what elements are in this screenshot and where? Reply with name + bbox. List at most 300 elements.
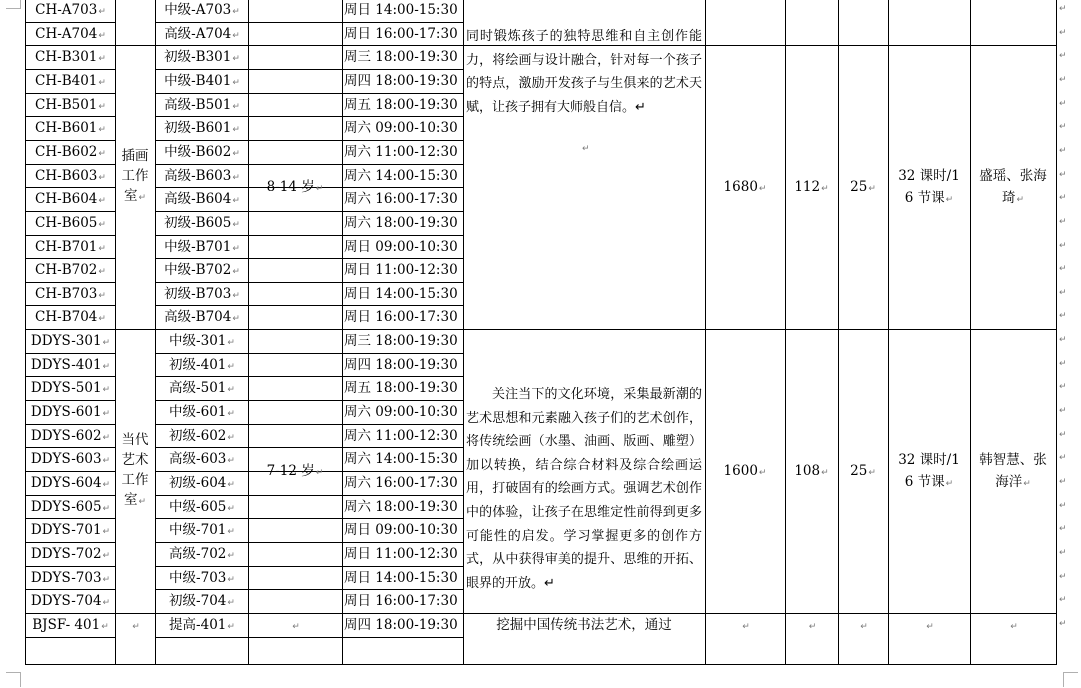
row-end-mark: ↵: [1059, 4, 1067, 14]
b-row-level: [156, 283, 248, 306]
bjsf-studio: [116, 614, 155, 637]
cell-end-mark: ↵: [98, 148, 106, 159]
cell-end-mark: ↵: [926, 621, 934, 632]
d-row-time: [344, 377, 463, 400]
d-row-code: [26, 590, 115, 613]
bjsf-empty-cell: [889, 614, 970, 637]
b-row-time-text: 周日 09:00-10:30: [344, 238, 458, 255]
cell-end-mark: ↵: [227, 574, 235, 585]
b-row-level: [156, 236, 248, 259]
b-row-time-text: 周六 11:00-12:30: [344, 143, 458, 160]
top-row-level-text: 高级-A704: [164, 25, 232, 42]
bjsf-level: [156, 614, 248, 637]
b-row-code: [26, 94, 115, 117]
col-line-3: [248, 0, 249, 665]
cell-end-mark: ↵: [227, 338, 235, 349]
d-row-time: [344, 354, 463, 377]
b-row-code: [26, 117, 115, 140]
b-row-time: [344, 236, 463, 259]
b-row-level: [156, 259, 248, 282]
d-row-level: [156, 401, 248, 424]
b-row-time: [344, 306, 463, 329]
bjsf-time-text: 周四 18:00-19:30: [344, 616, 458, 633]
d-row-time: [344, 519, 463, 542]
b-row-time-text: 周五 18:00-19:30: [344, 96, 458, 113]
d-group-hours-text: 32 课时/16 节课: [898, 452, 960, 490]
cell-end-mark: ↵: [227, 456, 235, 467]
cell-end-mark: ↵: [98, 7, 106, 17]
row-end-mark: ↵: [1059, 382, 1067, 393]
row-end-mark: ↵: [1059, 240, 1067, 251]
col-line-9: [888, 0, 889, 665]
b-group-teachers-text: 盛瑶、张海琦: [979, 168, 1047, 207]
d-row-time-text: 周六 18:00-19:30: [344, 498, 458, 515]
cell-end-mark: ↵: [232, 267, 240, 278]
b-row-level-text: 初级-B301: [164, 49, 232, 66]
b-group-students-text: 25: [850, 179, 868, 196]
cell-end-mark: ↵: [232, 77, 240, 88]
cell-end-mark: ↵: [232, 243, 240, 254]
cell-end-mark: ↵: [758, 184, 767, 195]
b-row-time-text: 周六 09:00-10:30: [344, 120, 458, 137]
d-group-teachers-text: 韩智慧、张海洋: [979, 452, 1047, 490]
cell-end-mark: ↵: [98, 125, 106, 136]
d-group-hours: [896, 449, 962, 493]
d-row-time-text: 周六 16:00-17:30: [344, 475, 458, 491]
row-end-mark: ↵: [1059, 193, 1067, 204]
bjsf-age: [249, 614, 342, 637]
b-group-age-text: 8-14 岁: [266, 179, 315, 196]
cell-end-mark: ↵: [232, 172, 240, 183]
d-row-level-text: 初级-604: [169, 475, 227, 491]
b-row-code: [26, 283, 115, 306]
cell-end-mark: ↵: [98, 54, 106, 65]
b-row-level-text: 初级-B605: [164, 214, 232, 231]
row-end-mark: ↵: [1059, 145, 1067, 156]
row-end-mark: ↵: [1059, 74, 1067, 85]
cell-end-mark: ↵: [232, 125, 240, 136]
d-row-code-text: DDYS-703: [30, 569, 102, 586]
b-row-code-text: CH-B602: [35, 143, 98, 160]
b-row-time: [344, 212, 463, 235]
d-group-studio: [119, 430, 151, 512]
b-row-level: [156, 117, 248, 140]
cell-end-mark: ↵: [292, 621, 300, 632]
d-row-level: [156, 496, 248, 519]
d-row-time-text: 周六 09:00-10:30: [344, 404, 458, 421]
top-row-time-text: 周日 14:00-15:30: [344, 2, 458, 18]
b-row-time: [344, 141, 463, 164]
bjsf-description-text: 挖掘中国传统书法艺术，通过: [496, 616, 672, 633]
row-end-mark: ↵: [1059, 287, 1067, 298]
b-row-time-text: 周六 18:00-19:30: [344, 214, 458, 231]
top-row-code-text: CH-A703: [35, 2, 98, 18]
d-group-per-class-text: 108: [794, 463, 821, 479]
d-row-time-text: 周日 11:00-12:30: [344, 545, 458, 562]
cell-end-mark: ↵: [98, 101, 106, 112]
b-row-time: [344, 46, 463, 69]
b-group-studio: [119, 146, 151, 228]
d-row-level-text: 初级-401: [169, 356, 227, 373]
paragraph-end-mark: ↵: [544, 575, 555, 591]
cell-end-mark: ↵: [868, 468, 876, 478]
cell-end-mark: ↵: [808, 621, 817, 632]
cell-end-mark: ↵: [232, 7, 240, 17]
cell-end-mark: ↵: [98, 172, 106, 183]
b-row-code-text: CH-B301: [35, 49, 98, 66]
b-row-code-text: CH-B704: [35, 309, 98, 326]
b-row-level-text: 中级-B401: [164, 72, 232, 89]
b-row-time-text: 周日 11:00-12:30: [344, 262, 458, 279]
b-row-code-text: CH-B701: [35, 238, 98, 255]
row-end-mark: ↵: [1059, 51, 1067, 62]
cell-end-mark: ↵: [232, 290, 240, 301]
cell-end-mark: ↵: [102, 503, 111, 514]
cell-end-mark: ↵: [232, 30, 240, 41]
b-row-level-text: 高级-B604: [164, 191, 232, 208]
d-row-time-text: 周日 16:00-17:30: [344, 593, 458, 610]
b-group-hours-text: 32 课时/16 节课: [898, 168, 960, 207]
cell-end-mark: ↵: [138, 193, 147, 204]
d-row-level-text: 中级-605: [169, 498, 227, 515]
row-line-time: [155, 637, 464, 638]
b-row-level-text: 初级-B601: [164, 120, 232, 137]
row-end-mark: ↵: [1059, 216, 1067, 227]
cell-end-mark: ↵: [102, 456, 111, 467]
b-row-level: [156, 306, 248, 329]
b-row-time-text: 周六 16:00-17:30: [344, 191, 458, 208]
cell-end-mark: ↵: [101, 621, 109, 632]
cell-end-mark: ↵: [232, 148, 240, 159]
cell-end-mark: ↵: [102, 574, 111, 585]
b-row-time-text: 周六 14:00-15:30: [344, 167, 458, 184]
b-row-time-text: 周四 18:00-19:30: [344, 72, 458, 89]
b-row-code-text: CH-B605: [35, 214, 98, 231]
d-row-code: [26, 496, 115, 519]
row-end-mark: ↵: [1059, 406, 1067, 417]
b-row-time: [344, 117, 463, 140]
cell-end-mark: ↵: [945, 479, 954, 489]
b-group-students: [838, 175, 888, 199]
cell-end-mark: ↵: [232, 54, 240, 65]
row-end-mark: ↵: [1059, 122, 1067, 133]
col-line-8: [838, 0, 839, 665]
d-row-level: [156, 519, 248, 542]
description-contemporary-text: 关注当下的文化环境，采集最新潮的艺术思想和元素融入孩子们的艺术创作，将传统绘画（水墨、油画、版画、雕塑）加以转换，结合综合材料及综合绘画运用，打破固有的绘画方式。强调艺术创作中的体验，让孩子在思维定性前得到更多可能性的启发。学习掌握更多的创作方式，从中获得审美的提升、思维的开拓、眼界的开放。: [466, 387, 702, 591]
d-group-price: [705, 459, 785, 483]
description-illustration: [466, 25, 702, 119]
row-end-mark: ↵: [1059, 571, 1067, 582]
cell-end-mark: ↵: [758, 468, 767, 478]
b-row-code: [26, 236, 115, 259]
cell-end-mark: ↵: [232, 196, 240, 207]
row-end-mark: ↵: [1059, 264, 1067, 275]
b-row-level-text: 中级-B701: [164, 238, 232, 255]
b-row-time: [344, 259, 463, 282]
d-row-code-text: DDYS-605: [30, 498, 102, 515]
b-group-per-class: [785, 175, 838, 199]
b-row-code: [26, 259, 115, 282]
paragraph-end-mark: ↵: [635, 99, 646, 115]
cell-end-mark: ↵: [227, 598, 235, 609]
cell-end-mark: ↵: [315, 184, 324, 195]
d-row-time: [344, 472, 463, 495]
cell-end-mark: ↵: [98, 267, 106, 278]
d-row-level-text: 中级-701: [169, 522, 227, 539]
b-group-studio-text: 插画工作室: [121, 148, 149, 205]
b-row-code: [26, 188, 115, 211]
row-end-mark: ↵: [1059, 618, 1067, 629]
d-row-time-text: 周六 14:00-15:30: [344, 451, 458, 468]
d-row-code: [26, 543, 115, 566]
col-line-1: [115, 0, 116, 665]
b-row-level: [156, 46, 248, 69]
d-row-time: [344, 330, 463, 353]
bjsf-empty-cell: [786, 614, 838, 637]
top-row-level: [156, 23, 248, 46]
cell-end-mark: ↵: [102, 409, 111, 420]
d-row-code: [26, 472, 115, 495]
b-row-code-text: CH-B604: [35, 191, 98, 208]
d-row-code: [26, 354, 115, 377]
paragraph-mark: ↵: [582, 144, 590, 154]
d-group-teachers: [973, 449, 1053, 493]
b-row-code-text: CH-B401: [35, 72, 98, 89]
cell-end-mark: ↵: [98, 314, 106, 325]
d-row-code: [26, 448, 115, 471]
d-row-level: [156, 472, 248, 495]
cell-end-mark: ↵: [98, 290, 106, 301]
d-row-code-text: DDYS-602: [30, 427, 102, 444]
b-row-level-text: 初级-B703: [164, 285, 232, 302]
b-row-level-text: 高级-B704: [164, 309, 232, 326]
d-row-code-text: DDYS-702: [30, 545, 102, 562]
d-row-code-text: DDYS-704: [30, 593, 102, 610]
top-row-code: [26, 23, 115, 46]
row-end-mark: ↵: [1059, 98, 1067, 109]
bjsf-code: [26, 614, 115, 637]
d-row-level: [156, 590, 248, 613]
crop-mark-top-left: [6, 0, 21, 9]
d-row-level: [156, 567, 248, 590]
d-row-code-text: DDYS-601: [30, 404, 102, 421]
cell-end-mark: ↵: [98, 219, 106, 230]
cell-end-mark: ↵: [227, 385, 235, 396]
cell-end-mark: ↵: [860, 621, 868, 632]
b-group-hours: [896, 165, 962, 209]
b-row-code-text: CH-B601: [35, 120, 98, 137]
cell-end-mark: ↵: [868, 184, 876, 195]
row-end-mark: ↵: [1059, 524, 1067, 535]
cell-end-mark: ↵: [102, 385, 111, 396]
d-row-code: [26, 401, 115, 424]
top-row-code-text: CH-A704: [35, 25, 98, 42]
cell-end-mark: ↵: [98, 196, 106, 207]
description-illustration-text: 同时锻炼孩子的独特思维和自主创作能力，将绘画与设计融合，针对每一个孩子的特点，激励开发孩子与生俱来的艺术天赋，让孩子拥有大师般自信。: [466, 29, 702, 115]
cell-end-mark: ↵: [821, 468, 829, 478]
d-row-time: [344, 567, 463, 590]
b-row-time: [344, 283, 463, 306]
cell-end-mark: ↵: [227, 621, 235, 632]
top-row-level-text: 中级-A703: [164, 2, 232, 18]
cell-end-mark: ↵: [102, 550, 111, 561]
cell-end-mark: ↵: [98, 77, 106, 88]
row-end-mark: ↵: [1059, 311, 1067, 322]
top-row-time: [344, 23, 463, 46]
d-row-time: [344, 590, 463, 613]
cell-end-mark: ↵: [132, 621, 140, 632]
b-row-level: [156, 141, 248, 164]
d-row-level: [156, 425, 248, 448]
bjsf-time: [344, 614, 463, 637]
d-group-students: [838, 459, 888, 483]
col-line-6: [705, 0, 706, 665]
table-bottom-line: [25, 664, 1057, 665]
cell-end-mark: ↵: [315, 468, 324, 478]
b-row-level-text: 中级-B702: [164, 262, 232, 279]
cell-end-mark: ↵: [742, 621, 750, 632]
d-row-level-text: 中级-703: [169, 569, 227, 586]
d-row-level-text: 中级-601: [169, 404, 227, 421]
d-group-age: [248, 459, 342, 483]
d-row-code: [26, 377, 115, 400]
cell-end-mark: ↵: [821, 184, 829, 195]
row-end-mark: ↵: [1059, 547, 1067, 558]
bjsf-level-text: 提高-401: [169, 616, 227, 633]
b-group-age: [248, 175, 342, 199]
b-row-level-text: 高级-B501: [164, 96, 232, 113]
d-row-time-text: 周日 14:00-15:30: [344, 569, 458, 586]
crop-mark-bottom-left: [6, 672, 21, 687]
bjsf-empty-cell: [706, 614, 785, 637]
row-end-mark: ↵: [1059, 453, 1067, 464]
b-row-level: [156, 70, 248, 93]
group-line-age: [248, 45, 343, 46]
b-row-code-text: CH-B603: [35, 167, 98, 184]
cell-end-mark: ↵: [102, 338, 111, 349]
group-line-details: [463, 329, 1057, 330]
b-row-time: [344, 165, 463, 188]
d-row-level-text: 初级-704: [169, 593, 227, 610]
col-line-11: [1056, 0, 1057, 665]
col-line-5: [463, 0, 464, 665]
row-end-mark: ↵: [1059, 500, 1067, 511]
cell-end-mark: ↵: [232, 101, 240, 112]
b-row-level-text: 中级-B602: [164, 143, 232, 160]
row-end-mark: ↵: [1059, 477, 1067, 487]
bjsf-code-text: BJSF- 401: [32, 616, 101, 633]
cell-end-mark: ↵: [227, 361, 235, 372]
cell-end-mark: ↵: [98, 243, 106, 254]
d-row-code: [26, 330, 115, 353]
d-row-level-text: 初级-602: [169, 427, 227, 444]
cell-end-mark: ↵: [98, 30, 106, 41]
b-row-level: [156, 212, 248, 235]
d-row-level-text: 高级-702: [169, 545, 227, 562]
d-row-level: [156, 448, 248, 471]
d-row-code: [26, 425, 115, 448]
d-row-level: [156, 330, 248, 353]
cell-end-mark: ↵: [227, 527, 235, 538]
d-group-studio-text: 当代艺术工作室: [121, 432, 149, 508]
cell-end-mark: ↵: [1023, 479, 1031, 489]
cell-end-mark: ↵: [945, 195, 954, 206]
b-row-time: [344, 70, 463, 93]
d-row-level-text: 高级-501: [169, 380, 227, 397]
b-row-code: [26, 141, 115, 164]
d-row-code: [26, 519, 115, 542]
d-row-time-text: 周日 09:00-10:30: [344, 522, 458, 539]
d-group-price-text: 1600: [723, 463, 758, 479]
b-row-code: [26, 165, 115, 188]
cell-end-mark: ↵: [227, 550, 235, 561]
b-row-time: [344, 94, 463, 117]
cell-end-mark: ↵: [102, 598, 111, 609]
b-row-time: [344, 188, 463, 211]
d-group-age-text: 7-12 岁: [266, 463, 315, 479]
d-row-time: [344, 448, 463, 471]
cell-end-mark: ↵: [102, 432, 111, 443]
top-row-time-text: 周日 16:00-17:30: [344, 25, 458, 42]
d-row-level: [156, 377, 248, 400]
d-row-code: [26, 567, 115, 590]
b-row-time-text: 周三 18:00-19:30: [344, 49, 458, 66]
b-group-price-text: 1680: [723, 179, 758, 196]
b-row-code-text: CH-B702: [35, 262, 98, 279]
cell-end-mark: ↵: [232, 219, 240, 230]
b-row-time-text: 周日 14:00-15:30: [344, 285, 458, 302]
cell-end-mark: ↵: [227, 503, 235, 514]
crop-mark-bottom-right: [1063, 672, 1078, 687]
d-row-code-text: DDYS-301: [30, 333, 102, 350]
cell-end-mark: ↵: [102, 527, 111, 538]
top-row-level: [156, 0, 248, 22]
b-row-code-text: CH-B703: [35, 285, 98, 302]
b-row-code: [26, 306, 115, 329]
d-row-time: [344, 425, 463, 448]
d-group-students-text: 25: [850, 463, 868, 479]
cell-end-mark: ↵: [138, 497, 147, 507]
top-row-time: [344, 0, 463, 22]
b-row-code: [26, 46, 115, 69]
d-row-time-text: 周六 11:00-12:30: [344, 427, 458, 444]
group-line-studio: [115, 45, 156, 46]
d-group-per-class: [785, 459, 838, 483]
b-row-code: [26, 70, 115, 93]
d-row-code-text: DDYS-701: [30, 522, 102, 539]
b-row-code-text: CH-B501: [35, 96, 98, 113]
row-end-mark: ↵: [1059, 358, 1067, 369]
cell-end-mark: ↵: [1010, 621, 1018, 632]
d-row-level: [156, 354, 248, 377]
d-row-time: [344, 401, 463, 424]
d-row-level-text: 高级-603: [169, 451, 227, 468]
col-line-4: [342, 0, 343, 665]
d-row-time-text: 周四 18:00-19:30: [344, 356, 458, 373]
bjsf-empty-cell: [971, 614, 1056, 637]
row-end-mark: ↵: [1059, 169, 1067, 180]
col-line-10: [970, 0, 971, 665]
d-row-time: [344, 543, 463, 566]
row-line-code: [25, 637, 116, 638]
cell-end-mark: ↵: [227, 409, 235, 420]
col-line-7: [785, 0, 786, 665]
d-row-code-text: DDYS-401: [30, 356, 102, 373]
cell-end-mark: ↵: [227, 480, 235, 490]
row-end-mark: ↵: [1059, 335, 1067, 346]
description-contemporary: [466, 383, 702, 595]
row-end-mark: ↵: [1059, 429, 1067, 440]
